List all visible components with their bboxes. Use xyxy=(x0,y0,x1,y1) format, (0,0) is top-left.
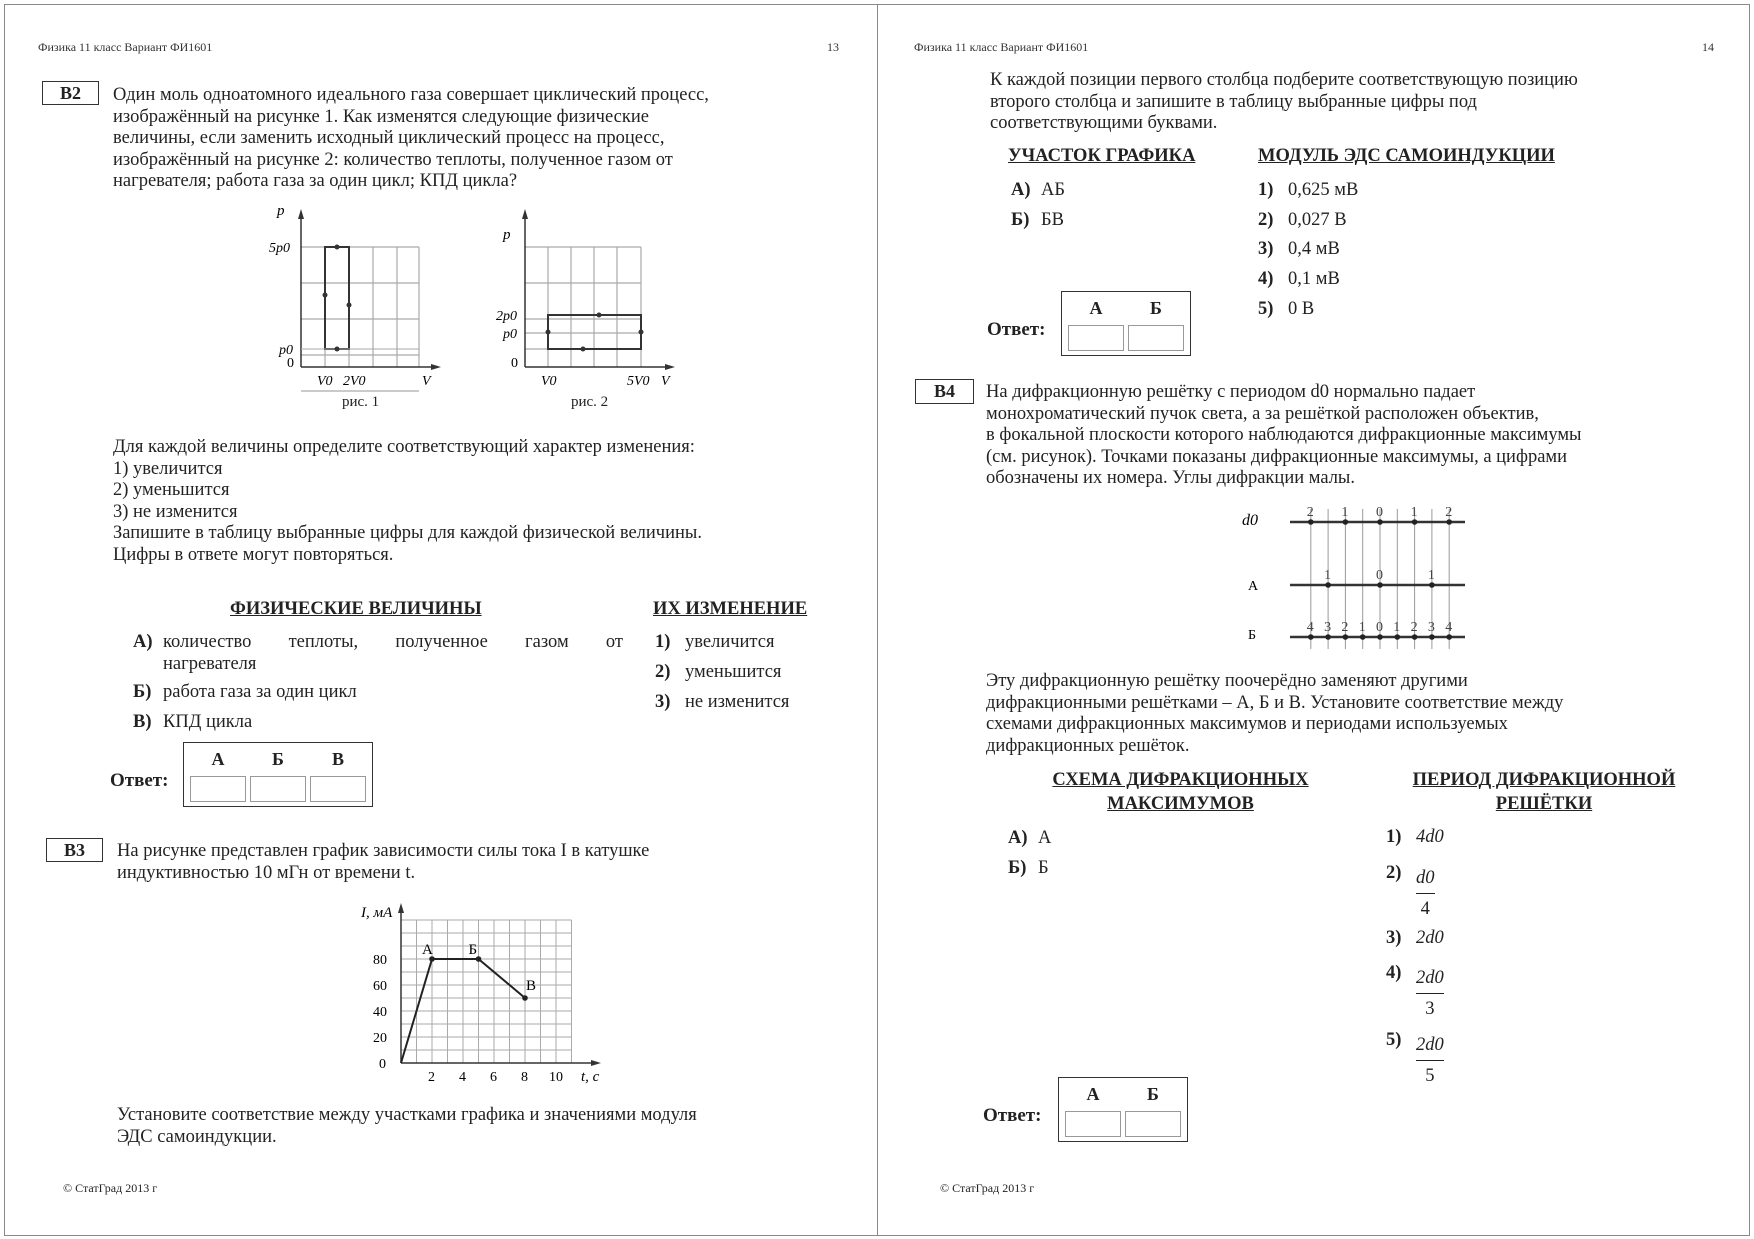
maximum-number: 1 xyxy=(1410,505,1418,520)
maximum-number: 1 xyxy=(1341,505,1349,520)
pv-diagram-fig2 xyxy=(491,205,691,395)
page-header: Физика 11 класс Вариант ФИ1601 xyxy=(914,40,1089,54)
answer-cell-a[interactable] xyxy=(190,776,246,802)
maximum-dot xyxy=(1343,634,1349,640)
list-item: 1) 4d0 xyxy=(1386,827,1444,847)
row-label-a: А xyxy=(1248,579,1259,594)
y-tick-label: 80 xyxy=(373,953,387,968)
text-line: На рисунке представлен график зависимости силы тока I в катушке xyxy=(117,841,650,861)
column-heading: ПЕРИОД ДИФРАКЦИОННОЙ РЕШЁТКИ xyxy=(1412,770,1676,814)
task-b2-instructions xyxy=(113,437,839,567)
answer-label: Ответ: xyxy=(983,1105,1042,1126)
tick-zero: 0 xyxy=(287,356,294,371)
y-tick-label: 0 xyxy=(379,1057,386,1072)
tick-v0: V0 xyxy=(317,374,333,389)
text-line: нагревателя; работа газа за один цикл; КПД цикла? xyxy=(113,171,518,192)
instructions xyxy=(990,70,1712,135)
maximum-dot xyxy=(1395,634,1401,640)
page-14 xyxy=(877,4,1750,1236)
list-item-cont: нагревателя xyxy=(163,654,257,674)
page-header: Физика 11 класс Вариант ФИ1601 xyxy=(38,40,213,54)
list-item: 4) $\frac{2d0}{3}$ xyxy=(1386,963,1444,1019)
text-line: изображённый на рисунке 2: количество теплоты, полученное газом от xyxy=(113,149,673,170)
maximum-number: 0 xyxy=(1376,505,1383,520)
maximum-number: 1 xyxy=(1358,620,1366,635)
page-footer: © СтатГрад 2013 г xyxy=(63,1181,158,1195)
maximum-dot xyxy=(1429,634,1435,640)
column-heading: ФИЗИЧЕСКИЕ ВЕЛИЧИНЫ xyxy=(230,599,482,619)
answer-col-header: А xyxy=(211,749,225,769)
text-line: схемами дифракционных максимумов и периодами используемых xyxy=(986,714,1508,735)
y-tick-label: 20 xyxy=(373,1031,387,1046)
answer-col-header: Б xyxy=(272,749,284,769)
maximum-dot xyxy=(1377,634,1383,640)
text-line: (см. рисунок). Точками показаны дифракционные максимумы, а цифрами xyxy=(986,446,1568,467)
tick-2v0: 2V0 xyxy=(343,374,366,389)
row-label-d0: d0 xyxy=(1242,512,1258,529)
tick-zero: 0 xyxy=(511,356,518,371)
text-line: Один моль одноатомного идеального газа совершает циклический процесс, xyxy=(113,85,709,105)
task-b3-text xyxy=(117,841,843,884)
row-label-b: Б xyxy=(1248,628,1257,643)
x-tick-label: 6 xyxy=(490,1070,497,1085)
list-item: А) АБ xyxy=(1011,180,1065,200)
task-b4-after xyxy=(986,671,1712,757)
text-line: обозначены их номера. Углы дифракции малы. xyxy=(986,468,1355,489)
maximum-dot xyxy=(1446,519,1452,525)
task-b4-text xyxy=(986,382,1712,490)
page-number: 13 xyxy=(827,40,839,54)
pv-diagram-fig1 xyxy=(267,205,447,395)
maximum-number: 1 xyxy=(1427,568,1435,583)
maximum-number: 0 xyxy=(1376,620,1383,635)
text-line: второго столбца и запишите в таблицу выбранные цифры под xyxy=(990,91,1477,112)
text-line: Эту дифракционную решётку поочерёдно заменяют другими xyxy=(986,671,1468,691)
maximum-number: 4 xyxy=(1306,620,1314,635)
list-item: 5) 0 В xyxy=(1258,299,1315,319)
x-tick-label: 4 xyxy=(459,1070,466,1085)
maximum-number: 3 xyxy=(1427,620,1435,635)
answer-table xyxy=(1061,291,1191,356)
data-point xyxy=(522,995,528,1001)
text-line: соответствующими буквами. xyxy=(990,113,1218,134)
point-label: Б xyxy=(468,942,478,958)
maximum-dot xyxy=(1377,582,1383,588)
text-line: К каждой позиции первого столбца подберите соответствующую позицию xyxy=(990,70,1578,90)
text-line: в фокальной плоскости которого наблюдаются дифракционные максимумы xyxy=(986,425,1582,446)
maximum-number: 1 xyxy=(1324,568,1332,583)
maximum-dot xyxy=(1325,634,1331,640)
list-item: 3) 2d0 xyxy=(1386,928,1444,948)
tick-p0: p0 xyxy=(503,327,517,342)
point-label: В xyxy=(526,978,537,994)
column-heading: МОДУЛЬ ЭДС САМОИНДУКЦИИ xyxy=(1258,146,1555,166)
diffraction-maxima-diagram xyxy=(1230,499,1470,651)
page-number: 14 xyxy=(1702,40,1714,54)
tick-2p0: 2p0 xyxy=(496,309,517,324)
column-heading: СХЕМА ДИФРАКЦИОННЫХ МАКСИМУМОВ xyxy=(1052,770,1309,814)
answer-col-header: А xyxy=(1086,1084,1100,1104)
maximum-number: 2 xyxy=(1445,505,1453,520)
list-item: В) КПД цикла xyxy=(133,712,253,732)
x-tick-label: 10 xyxy=(549,1070,563,1085)
list-item: 1) увеличится xyxy=(655,632,775,652)
answer-table xyxy=(1058,1077,1188,1142)
maximum-dot xyxy=(1412,634,1418,640)
answer-label: Ответ: xyxy=(110,770,169,791)
text-line: 1) увеличится xyxy=(113,458,223,479)
list-item: А) количество теплоты, полученное газом от xyxy=(133,632,623,652)
y-tick-label: 40 xyxy=(373,1005,387,1020)
text-line: изображённый на рисунке 1. Как изменятся следующие физические xyxy=(113,106,649,127)
tick-v0: V0 xyxy=(541,374,557,389)
maximum-number: 2 xyxy=(1306,505,1314,520)
maximum-dot xyxy=(1429,582,1435,588)
maximum-number: 0 xyxy=(1376,568,1383,583)
maximum-dot xyxy=(1360,634,1366,640)
text-line: индуктивностью 10 мГн от времени t. xyxy=(117,862,416,883)
list-item: 4) 0,1 мВ xyxy=(1258,269,1340,289)
task-b2-label: B2 xyxy=(42,81,99,105)
maximum-number: 3 xyxy=(1324,620,1332,635)
text-line: дифракционных решёток. xyxy=(986,735,1190,756)
answer-cell-v[interactable] xyxy=(310,776,366,802)
fig2-caption: рис. 2 xyxy=(571,394,609,410)
task-b2-text xyxy=(113,85,839,193)
text-line: дифракционными решётками – А, Б и В. Установите соответствие между xyxy=(986,692,1564,713)
list-item: 1) 0,625 мВ xyxy=(1258,180,1359,200)
tick-p0: p0 xyxy=(279,343,293,358)
axis-label-p: p xyxy=(503,227,511,243)
list-item: 3) не изменится xyxy=(655,692,790,712)
list-item: Б) БВ xyxy=(1011,210,1064,230)
text-line: 2) уменьшится xyxy=(113,480,230,501)
text-line: монохроматический пучок света, а за решёткой расположен объектив, xyxy=(986,403,1539,424)
answer-cell-b[interactable] xyxy=(1125,1111,1181,1137)
list-item: 5) $\frac{2d0}{5}$ xyxy=(1386,1030,1444,1086)
maximum-dot xyxy=(1308,634,1314,640)
answer-cell-a[interactable] xyxy=(1065,1111,1121,1137)
answer-cell-b[interactable] xyxy=(250,776,306,802)
tick-5p0: 5p0 xyxy=(269,241,290,256)
answer-table xyxy=(183,742,373,807)
task-b3-after xyxy=(117,1105,843,1148)
text-line: величины, если заменить исходный циклический процесс на процесс, xyxy=(113,128,665,149)
maximum-dot xyxy=(1325,582,1331,588)
axis-label-p: p xyxy=(277,205,285,219)
list-item: 2) $\frac{d0}{4}$ xyxy=(1386,863,1435,919)
fig1-caption: рис. 1 xyxy=(342,394,380,410)
text-line: Цифры в ответе могут повторяться. xyxy=(113,544,394,565)
answer-col-header: Б xyxy=(1147,1084,1159,1104)
maximum-number: 2 xyxy=(1410,620,1418,635)
y-tick-label: 60 xyxy=(373,979,387,994)
text-line: 3) не изменится xyxy=(113,501,238,522)
list-item: Б) работа газа за один цикл xyxy=(133,682,357,702)
y-axis-label: I, мА xyxy=(361,905,393,921)
text-line: Запишите в таблицу выбранные цифры для каждой физической величины. xyxy=(113,523,702,544)
maximum-dot xyxy=(1377,519,1383,525)
maximum-dot xyxy=(1308,519,1314,525)
maximum-number: 2 xyxy=(1341,620,1349,635)
axis-label-v: V xyxy=(661,374,670,389)
x-tick-label: 8 xyxy=(521,1070,528,1085)
answer-cell-a[interactable] xyxy=(1068,325,1124,351)
list-item: 3) 0,4 мВ xyxy=(1258,239,1340,259)
x-axis-label: t, с xyxy=(581,1069,600,1085)
task-b4-label: B4 xyxy=(915,379,974,404)
text-line: Установите соответствие между участками графика и значениями модуля xyxy=(117,1105,697,1125)
maximum-number: 4 xyxy=(1445,620,1453,635)
maximum-dot xyxy=(1412,519,1418,525)
list-item: А) А xyxy=(1008,828,1052,848)
maximum-dot xyxy=(1343,519,1349,525)
maximum-dot xyxy=(1446,634,1452,640)
answer-col-header: Б xyxy=(1150,298,1162,318)
task-b3-label: B3 xyxy=(46,838,103,862)
x-tick-label: 2 xyxy=(428,1070,435,1085)
current-time-chart xyxy=(351,895,621,1085)
page-13 xyxy=(4,4,878,1236)
maximum-number: 1 xyxy=(1393,620,1401,635)
answer-label: Ответ: xyxy=(987,319,1046,340)
answer-col-header: В xyxy=(331,749,344,769)
text-line: ЭДС самоиндукции. xyxy=(117,1126,277,1147)
list-item: Б) Б xyxy=(1008,858,1049,878)
page-footer: © СтатГрад 2013 г xyxy=(940,1181,1035,1195)
answer-cell-b[interactable] xyxy=(1128,325,1184,351)
column-heading: ИХ ИЗМЕНЕНИЕ xyxy=(653,599,808,619)
point-label: А xyxy=(422,942,433,958)
list-item: 2) уменьшится xyxy=(655,662,782,682)
axis-label-v: V xyxy=(422,374,431,389)
text-line: На дифракционную решётку с периодом d0 нормально падает xyxy=(986,382,1476,402)
tick-5v0: 5V0 xyxy=(627,374,650,389)
text-line: Для каждой величины определите соответствующий характер изменения: xyxy=(113,437,695,457)
answer-col-header: А xyxy=(1089,298,1103,318)
column-heading: УЧАСТОК ГРАФИКА xyxy=(1008,146,1196,166)
list-item: 2) 0,027 В xyxy=(1258,210,1347,230)
